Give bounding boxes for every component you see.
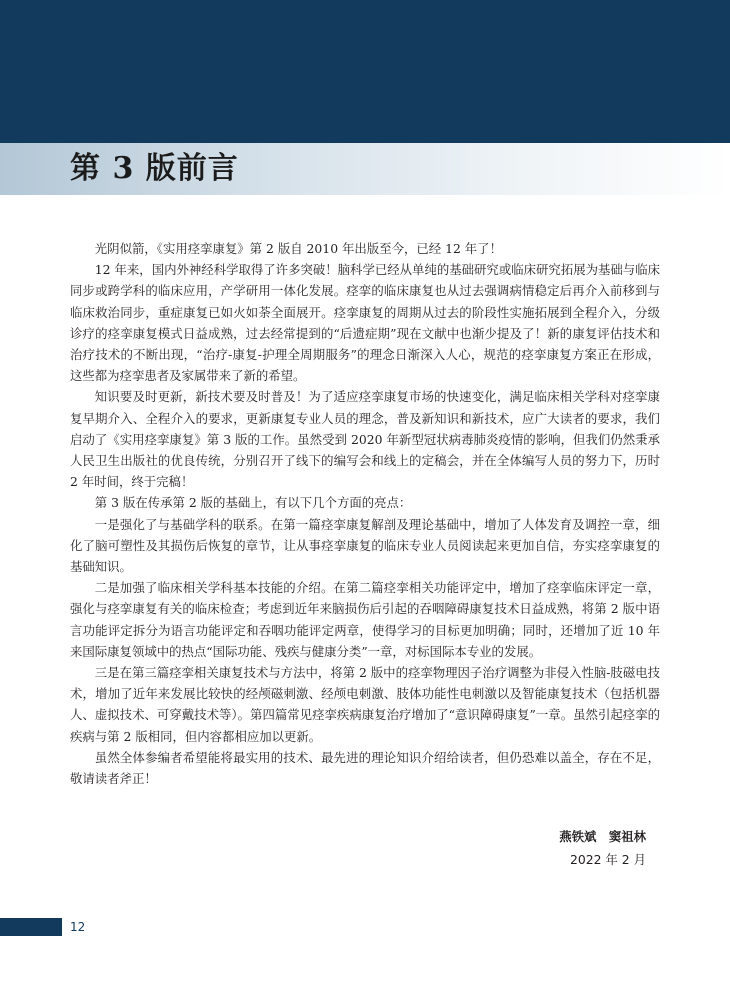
paragraph-6: 二是加强了临床相关学科基本技能的介绍。在第二篇痉挛相关功能评定中，增加了痉挛临床评定一章，强化与痉挛康复有关的临床检查；考虑到近年来脑损伤后引起的吞咽障碍康复技术日益成熟，将第 2 版中语言功能评定拆分为语言功能评定和吞咽功能评定两章，使得学习的目标更加明确；同时，还增加了近 10 年来国际康复领域中的热点“国际功能、残疾与健康分类”一章，对标国际本专业的发展。 [70, 580, 660, 659]
paragraph-3: 知识要及时更新，新技术要及时普及！为了适应痉挛康复市场的快速变化，满足临床相关学科对痉挛康复早期介入、全程介入的要求，更新康复专业人员的理念，普及新知识和新技术，应广大读者的要求，我们启动了《实用痉挛康复》第 3 版的工作。虽然受到 2020 年新型冠状病毒肺炎疫情的影响，但我们仍然秉承人民卫生出版社的优良传统，分别召开了线下的编写会和线上的定稿会，并在全体编写人员的努力下，历时 2 年时间，终于完稿！ [70, 389, 660, 490]
page-number: 12 [70, 920, 86, 934]
signature-authors: 燕铁斌 窦祖林 [559, 829, 646, 844]
header-band [0, 0, 730, 143]
paragraph-8: 虽然全体参编者希望能将最实用的技术、最先进的理论知识介绍给读者，但仍恐难以盖全，存在不足，敬请读者斧正！ [70, 749, 660, 787]
page-title: 第 3 版前言 [70, 151, 239, 186]
signature-date: 2022 年 2 月 [569, 852, 646, 867]
preface-body [70, 238, 660, 789]
paragraph-4: 第 3 版在传承第 2 版的基础上，有以下几个方面的亮点： [94, 495, 412, 511]
paragraph-2: 12 年来，国内外神经科学取得了许多突破！脑科学已经从单纯的基础研究或临床研究拓展为基础与临床同步或跨学科的临床应用，产学研用一体化发展。痉挛的临床康复也从过去强调病情稳定后再介入前移到与临床救治同步，重症康复已如火如荼全面展开。痉挛康复的周期从过去的阶段性实施拓展到全程介入，分级诊疗的痉挛康复模式日益成熟，过去经常提到的“后遗症期”现在文献中也渐少提及了！新的康复评估技术和治疗技术的不断出现，“治疗-康复-护理全周期服务”的理念日渐深入人心，规范的痉挛康复方案正在形成，这些都为痉挛患者及家属带来了新的希望。 [70, 262, 660, 384]
paragraph-5: 一是强化了与基础学科的联系。在第一篇痉挛康复解剖及理论基础中，增加了人体发育及调控一章，细化了脑可塑性及其损伤后恢复的章节，让从事痉挛康复的临床专业人员阅读起来更加自信，夯实痉挛康复的基础知识。 [70, 516, 660, 575]
paragraph-1: 光阴似箭，《实用痉挛康复》第 2 版自 2010 年出版至今，已经 12 年了！ [94, 241, 502, 256]
paragraph-7: 三是在第三篇痉挛相关康复技术与方法中，将第 2 版中的痉挛物理因子治疗调整为非侵入性脑-肢磁电技术，增加了近年来发展比较快的经颅磁刺激、经颅电刺激、肢体功能性电刺激以及智能康复技术（包括机器人、虚拟技术、可穿戴技术等）。第四篇常见痉挛疾病康复治疗增加了“意识障碍康复”一章。虽然引起痉挛的疾病与第 2 版相同，但内容都相应加以更新。 [70, 665, 660, 744]
footer-bar [0, 918, 62, 936]
